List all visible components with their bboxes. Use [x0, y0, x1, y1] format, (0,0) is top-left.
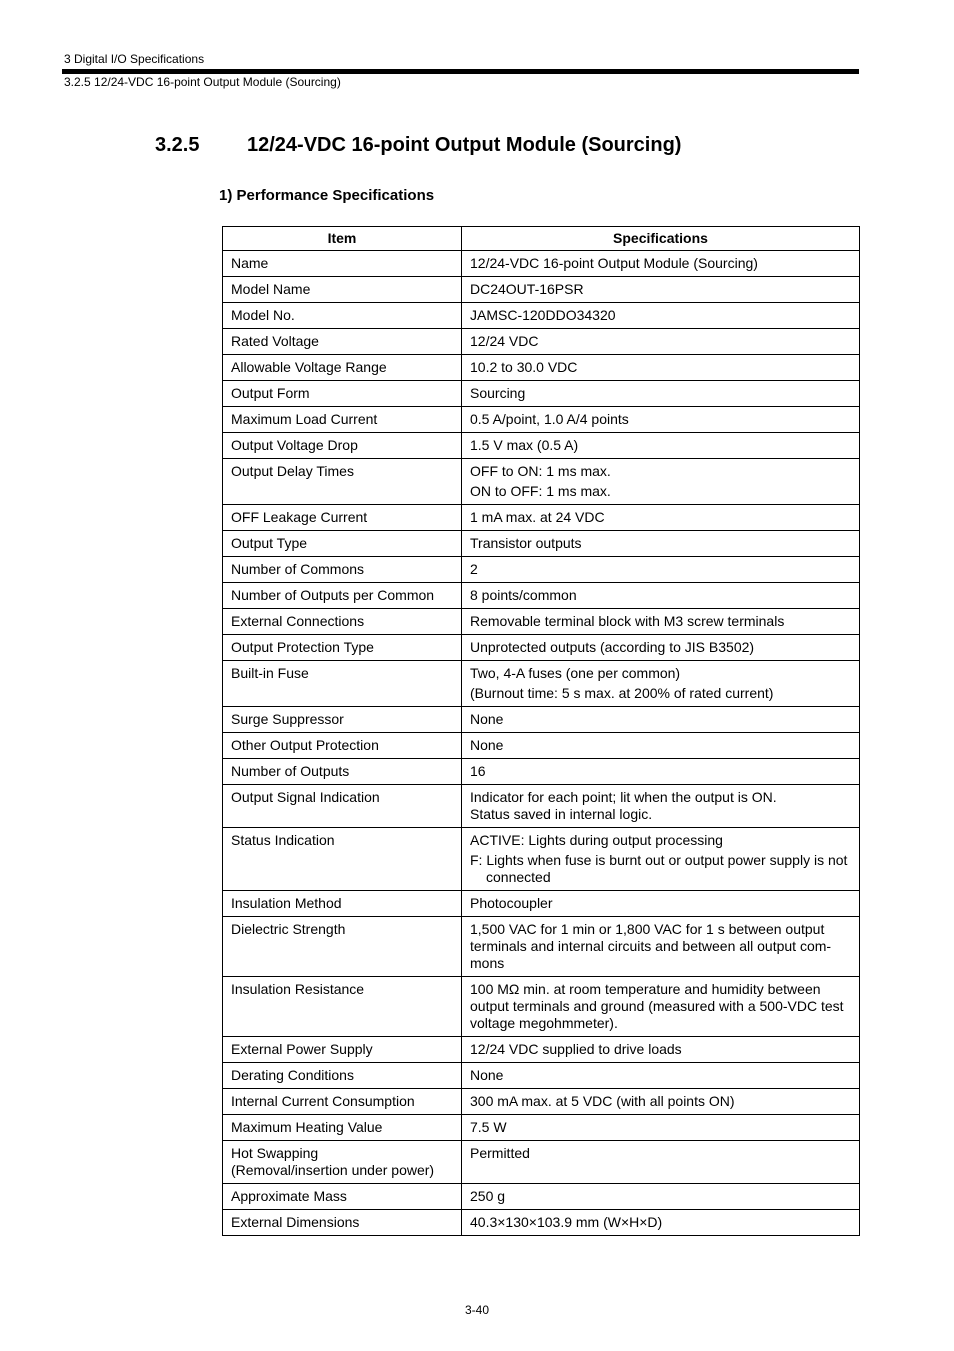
spec-value-cell: [462, 733, 860, 759]
table-row: [223, 433, 860, 459]
spec-value-text: None: [470, 711, 504, 727]
spec-value-cell: [462, 828, 860, 891]
table-row: [223, 1063, 860, 1089]
spec-value-text: 40.3×130×103.9 mm (W×H×D): [470, 1214, 663, 1230]
spec-value-cell: [462, 531, 860, 557]
table-row: [223, 557, 860, 583]
table-row: [223, 733, 860, 759]
spec-value-cell: [462, 1037, 860, 1063]
spec-item-text: Number of Outputs per Common: [231, 587, 435, 603]
spec-item-cell: [223, 1037, 462, 1063]
spec-item-text: Status Indication: [231, 832, 335, 848]
spec-item-cell: [223, 381, 462, 407]
table-row: [223, 583, 860, 609]
spec-item-text: Maximum Heating Value: [231, 1119, 383, 1135]
table-row: [223, 1089, 860, 1115]
spec-item-cell: [223, 251, 462, 277]
spec-item-cell: [223, 759, 462, 785]
spec-value-cell: [462, 1115, 860, 1141]
spec-item-cell: [223, 557, 462, 583]
table-row: [223, 891, 860, 917]
spec-value-cell: [462, 635, 860, 661]
table-row: [223, 277, 860, 303]
spec-value-text: Permitted: [470, 1145, 530, 1161]
spec-item-cell: [223, 459, 462, 505]
spec-item-cell: [223, 407, 462, 433]
spec-value-text: 2: [470, 561, 478, 577]
spec-value-text: ACTIVE: Lights during output processing: [470, 832, 723, 848]
spec-item-text: Output Form: [231, 385, 310, 401]
spec-value-text: 1 mA max. at 24 VDC: [470, 509, 605, 525]
spec-value-text: 10.2 to 30.0 VDC: [470, 359, 578, 375]
spec-value-text: Photocoupler: [470, 895, 553, 911]
table-row: [223, 1210, 860, 1236]
spec-item-text: Output Signal Indication: [231, 789, 380, 805]
table-row: [223, 635, 860, 661]
spec-value-cell: [462, 609, 860, 635]
spec-item-cell: [223, 828, 462, 891]
spec-value-cell: [462, 505, 860, 531]
running-header-chapter: 3 Digital I/O Specifications: [64, 52, 205, 66]
table-row: [223, 251, 860, 277]
section-title-text: 12/24-VDC 16-point Output Module (Sourcing): [247, 134, 682, 156]
spec-item-text: Surge Suppressor: [231, 711, 344, 727]
spec-value-text: Removable terminal block with M3 screw terminals: [470, 613, 785, 629]
spec-item-text: Name: [231, 255, 269, 271]
spec-value-cell: [462, 1184, 860, 1210]
spec-value-cell: [462, 707, 860, 733]
spec-value-cell: [462, 433, 860, 459]
spec-item-cell: [223, 891, 462, 917]
table-row: [223, 661, 860, 707]
spec-value-text: 250 g: [470, 1188, 506, 1204]
spec-value-cell: [462, 583, 860, 609]
table-row: [223, 329, 860, 355]
spec-item-text: Allowable Voltage Range: [231, 359, 387, 375]
spec-value-text: None: [470, 737, 504, 753]
subsection-title: 1) Performance Specifications: [219, 187, 435, 204]
table-row: [223, 1141, 860, 1184]
spec-item-cell: [223, 1184, 462, 1210]
spec-item-cell: [223, 707, 462, 733]
spec-item-text: Number of Outputs: [231, 763, 350, 779]
spec-value-text: 1,500 VAC for 1 min or 1,800 VAC for 1 s between output terminals and internal circuits and between all output com-mons: [470, 921, 832, 971]
spec-item-text: Hot Swapping: [231, 1145, 319, 1161]
spec-value-text: 12/24 VDC supplied to drive loads: [470, 1041, 682, 1057]
section-title: [155, 134, 681, 157]
spec-item-cell: [223, 329, 462, 355]
spec-item-cell: [223, 977, 462, 1037]
spec-item-cell: [223, 635, 462, 661]
spec-value-text: Unprotected outputs (according to JIS B3502): [470, 639, 755, 655]
spec-item-text: Internal Current Consumption: [231, 1093, 415, 1109]
spec-item-text: Dielectric Strength: [231, 921, 346, 937]
spec-item-cell: [223, 505, 462, 531]
spec-value-cell: [462, 759, 860, 785]
spec-item-cell: [223, 277, 462, 303]
spec-value-text: 16: [470, 763, 486, 779]
spec-value-cell: [462, 661, 860, 707]
spec-item-text: Output Voltage Drop: [231, 437, 358, 453]
spec-value-cell: [462, 785, 860, 828]
spec-value-text: 300 mA max. at 5 VDC (with all points ON): [470, 1093, 735, 1109]
spec-item-text: Model Name: [231, 281, 311, 297]
spec-item-cell: [223, 583, 462, 609]
table-row: [223, 759, 860, 785]
table-row: [223, 1115, 860, 1141]
spec-value-text: OFF to ON: 1 ms max.: [470, 463, 611, 479]
spec-value-cell: [462, 557, 860, 583]
performance-spec-table: [222, 226, 860, 1236]
spec-item-cell: [223, 1210, 462, 1236]
spec-value-cell: [462, 407, 860, 433]
spec-item-text: Rated Voltage: [231, 333, 319, 349]
table-row: [223, 707, 860, 733]
table-row: [223, 531, 860, 557]
spec-value-text: Status saved in internal logic.: [470, 806, 653, 822]
spec-item-cell: [223, 1141, 462, 1184]
spec-item-cell: [223, 303, 462, 329]
spec-item-cell: [223, 1115, 462, 1141]
spec-value-cell: [462, 277, 860, 303]
table-row: [223, 407, 860, 433]
spec-item-text: External Dimensions: [231, 1214, 360, 1230]
spec-item-text: Insulation Resistance: [231, 981, 365, 997]
spec-value-text: (Burnout time: 5 s max. at 200% of rated current): [470, 685, 774, 701]
spec-value-text: 100 MΩ min. at room temperature and humidity between output terminals and ground (measured with a 500-VDC test voltage megohmmeter).: [470, 981, 844, 1031]
spec-value-text: DC24OUT-16PSR: [470, 281, 584, 297]
table-body: [223, 251, 860, 1236]
table-row: [223, 917, 860, 977]
spec-item-cell: [223, 609, 462, 635]
spec-value-cell: [462, 459, 860, 505]
spec-value-cell: [462, 1089, 860, 1115]
spec-value-text: F: Lights when fuse is burnt out or output power supply is not connected: [470, 852, 848, 885]
spec-value-cell: [462, 917, 860, 977]
spec-item-text: External Connections: [231, 613, 365, 629]
table-row: [223, 381, 860, 407]
spec-item-cell: [223, 661, 462, 707]
table-row: [223, 1184, 860, 1210]
table-row: [223, 303, 860, 329]
table-row: [223, 505, 860, 531]
spec-value-text: 7.5 W: [470, 1119, 507, 1135]
table-row: [223, 1037, 860, 1063]
spec-item-text: Built-in Fuse: [231, 665, 309, 681]
spec-item-text: External Power Supply: [231, 1041, 373, 1057]
section-number: 3.2.5: [155, 134, 200, 156]
header-rule: [62, 69, 859, 74]
table-row: [223, 828, 860, 891]
table-header-row: [223, 227, 860, 251]
spec-value-text: JAMSC-120DDO34320: [470, 307, 616, 323]
spec-item-text: Derating Conditions: [231, 1067, 354, 1083]
spec-item-text: Insulation Method: [231, 895, 342, 911]
table-row: [223, 459, 860, 505]
spec-value-text: 8 points/common: [470, 587, 577, 603]
spec-item-text: (Removal/insertion under power): [231, 1162, 435, 1178]
spec-item-text: Output Type: [231, 535, 308, 551]
table-row: [223, 609, 860, 635]
spec-value-cell: [462, 329, 860, 355]
spec-value-cell: [462, 977, 860, 1037]
spec-item-cell: [223, 531, 462, 557]
spec-value-text: Two, 4-A fuses (one per common): [470, 665, 681, 681]
spec-item-cell: [223, 433, 462, 459]
spec-value-text: Indicator for each point; lit when the output is ON.: [470, 789, 777, 805]
spec-item-text: OFF Leakage Current: [231, 509, 368, 525]
spec-value-cell: [462, 251, 860, 277]
spec-item-cell: [223, 1063, 462, 1089]
spec-item-text: Other Output Protection: [231, 737, 379, 753]
spec-item-cell: [223, 785, 462, 828]
spec-value-text: 12/24-VDC 16-point Output Module (Sourcing): [470, 255, 758, 271]
table-row: [223, 355, 860, 381]
spec-item-text: Number of Commons: [231, 561, 365, 577]
table-row: [223, 785, 860, 828]
spec-value-text: Sourcing: [470, 385, 526, 401]
spec-value-cell: [462, 1141, 860, 1184]
spec-value-text: ON to OFF: 1 ms max.: [470, 483, 611, 499]
spec-item-cell: [223, 355, 462, 381]
page-number: 3-40: [464, 1303, 490, 1317]
spec-item-text: Output Delay Times: [231, 463, 354, 479]
column-header-specifications: Specifications: [462, 227, 860, 251]
spec-value-text: 0.5 A/point, 1.0 A/4 points: [470, 411, 629, 427]
spec-item-text: Approximate Mass: [231, 1188, 347, 1204]
spec-value-cell: [462, 303, 860, 329]
spec-value-cell: [462, 891, 860, 917]
spec-value-cell: [462, 1063, 860, 1089]
spec-value-text: 1.5 V max (0.5 A): [470, 437, 579, 453]
spec-value-cell: [462, 355, 860, 381]
column-header-item: Item: [223, 227, 462, 251]
spec-value-cell: [462, 381, 860, 407]
table-row: [223, 977, 860, 1037]
spec-value-text: 12/24 VDC: [470, 333, 539, 349]
spec-value-text: Transistor outputs: [470, 535, 582, 551]
spec-item-text: Output Protection Type: [231, 639, 374, 655]
spec-item-text: Maximum Load Current: [231, 411, 378, 427]
spec-item-cell: [223, 1089, 462, 1115]
running-header-section: 3.2.5 12/24-VDC 16-point Output Module (Sourcing): [64, 75, 341, 89]
spec-value-cell: [462, 1210, 860, 1236]
spec-item-text: Model No.: [231, 307, 295, 323]
spec-item-cell: [223, 733, 462, 759]
spec-item-cell: [223, 917, 462, 977]
spec-value-text: None: [470, 1067, 504, 1083]
